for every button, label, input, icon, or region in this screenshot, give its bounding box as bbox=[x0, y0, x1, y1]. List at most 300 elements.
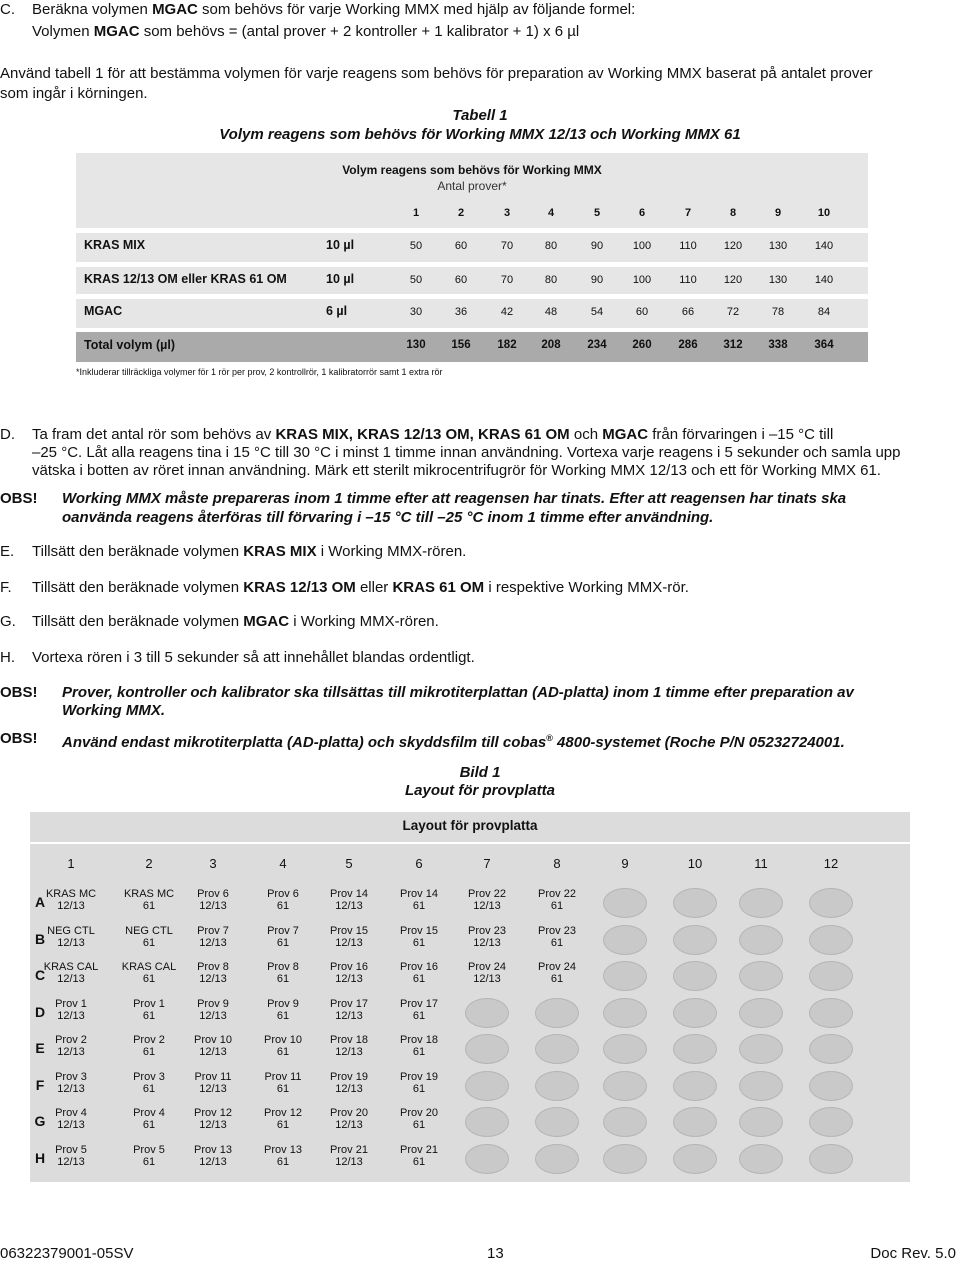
table1-row-unit: 10 µl bbox=[326, 272, 355, 286]
well-line-2: 12/13 bbox=[473, 973, 501, 985]
plate-well-label bbox=[36, 961, 106, 985]
plate-empty-well bbox=[809, 998, 853, 1028]
table1-cell: 208 bbox=[541, 339, 561, 351]
table1-cell: 80 bbox=[544, 274, 558, 286]
table1-row-label: Total volym (µl) bbox=[84, 338, 176, 352]
plate-well-label bbox=[384, 1107, 454, 1131]
well-line-1: Prov 5 bbox=[133, 1143, 165, 1156]
table1-cell: 364 bbox=[814, 339, 834, 351]
table1-cell: 84 bbox=[817, 306, 831, 318]
section-c-line-1: Beräkna volymen MGAC som behövs för varje Working MMX med hjälp av följande formel: bbox=[32, 1, 636, 18]
section-e-step-letter: E. bbox=[0, 543, 15, 560]
plate-well-label bbox=[248, 1144, 318, 1168]
obs1-line-1: Working MMX måste prepareras inom 1 timme efter att reagensen har tinats. Efter att reagensen har tinats ska bbox=[62, 490, 847, 507]
plate-empty-well bbox=[603, 1034, 647, 1064]
plate-well-label bbox=[36, 998, 106, 1022]
table1-cell: 72 bbox=[726, 306, 740, 318]
table1-cell: 260 bbox=[632, 339, 652, 351]
plate-empty-well bbox=[535, 998, 579, 1028]
plate-well-label bbox=[314, 998, 384, 1022]
well-line-1: Prov 17 bbox=[400, 997, 438, 1010]
well-line-2: 61 bbox=[276, 1082, 290, 1095]
table1-column-header: 9 bbox=[774, 207, 782, 219]
table1-cell: 110 bbox=[679, 274, 697, 286]
plate-empty-well bbox=[809, 888, 853, 918]
plate-empty-well bbox=[465, 1107, 509, 1137]
plate-well-label bbox=[36, 1144, 106, 1168]
plate-column-header: 3 bbox=[209, 856, 217, 871]
section-c-formula: Volymen MGAC som behövs = (antal prover + 2 kontroller + 1 kalibrator + 1) x 6 µl bbox=[32, 23, 580, 40]
table1-cell: 70 bbox=[500, 240, 514, 252]
plate-well-label bbox=[178, 961, 248, 985]
figure1-caption: Bild 1 bbox=[459, 764, 501, 781]
obs3-label: OBS! bbox=[0, 730, 38, 747]
well-line-2: 12/13 bbox=[199, 1082, 227, 1095]
table1-cell: 60 bbox=[454, 240, 468, 252]
well-line-1: Prov 13 bbox=[264, 1143, 302, 1156]
well-line-2: 12/13 bbox=[335, 1009, 363, 1022]
plate-empty-well bbox=[465, 998, 509, 1028]
table1-cell: 30 bbox=[409, 306, 423, 318]
well-line-1: Prov 24 bbox=[538, 961, 576, 973]
table1-cell: 100 bbox=[632, 274, 652, 286]
plate-row-label: A bbox=[34, 894, 46, 910]
well-line-1: Prov 20 bbox=[400, 1107, 438, 1119]
plate-empty-well bbox=[603, 1071, 647, 1101]
well-line-1: Prov 4 bbox=[55, 1107, 87, 1119]
plate-empty-well bbox=[673, 1107, 717, 1137]
well-line-2: 61 bbox=[142, 973, 156, 985]
well-line-2: 61 bbox=[276, 973, 290, 985]
plate-well-label bbox=[452, 961, 522, 985]
section-d-line-2: –25 °C. Låt alla reagens tina i 15 °C till 30 °C i minst 1 timme innan användning. Vortexa varje reagens i 5 sekunder och samla upp bbox=[32, 444, 901, 461]
plate-row-label: B bbox=[34, 930, 46, 947]
well-line-1: NEG CTL bbox=[125, 924, 173, 937]
table1-column-header: 10 bbox=[817, 207, 831, 219]
plate-well-label bbox=[384, 925, 454, 949]
plate-well-label bbox=[314, 1107, 384, 1131]
table1-cell: 54 bbox=[590, 306, 604, 318]
well-line-2: 12/13 bbox=[473, 936, 501, 949]
table1-subheader: Antal prover* bbox=[437, 179, 507, 193]
section-d-line-3: vätska i botten av röret innan användning. Märk ett sterilt mikrocentrifugrör för Working MMX 12/13 och ett för Working MMX 61. bbox=[32, 462, 881, 479]
obs2-line-1: Prover, kontroller och kalibrator ska tillsättas till mikrotiterplattan (AD-platta) inom 1 timme efter preparation av bbox=[62, 684, 854, 701]
well-line-1: Prov 7 bbox=[267, 924, 299, 937]
well-line-1: Prov 10 bbox=[264, 1034, 302, 1046]
well-line-1: Prov 3 bbox=[55, 1070, 87, 1083]
table1-row bbox=[76, 266, 868, 293]
well-line-2: 61 bbox=[550, 900, 564, 912]
plate-row-label: E bbox=[35, 1040, 45, 1056]
plate-well-label bbox=[114, 888, 184, 912]
plate-well-label bbox=[114, 1144, 184, 1168]
well-line-2: 12/13 bbox=[57, 1046, 85, 1058]
footer-page-number: 13 bbox=[487, 1245, 504, 1262]
plate-well-label bbox=[178, 1144, 248, 1168]
plate-well-label bbox=[178, 1107, 248, 1131]
well-line-1: Prov 22 bbox=[538, 888, 576, 900]
obs3-text: Använd endast mikrotiterplatta (AD-platta) och skyddsfilm till cobas® 4800-systemet (Roche P/N 05232724001. bbox=[62, 733, 845, 751]
plate-column-header: 11 bbox=[754, 856, 768, 871]
plate-well-label bbox=[248, 925, 318, 949]
well-line-1: Prov 4 bbox=[133, 1107, 165, 1119]
plate-column-header: 12 bbox=[823, 856, 839, 871]
well-line-2: 12/13 bbox=[57, 1155, 85, 1168]
plate-well-label bbox=[314, 888, 384, 912]
table1-cell: 338 bbox=[768, 339, 788, 351]
well-line-2: 12/13 bbox=[57, 973, 85, 985]
well-line-1: Prov 22 bbox=[468, 888, 506, 900]
plate-well-label bbox=[384, 1071, 454, 1095]
well-line-1: NEG CTL bbox=[47, 924, 95, 937]
table1-row-label: KRAS 12/13 OM eller KRAS 61 OM bbox=[84, 272, 287, 286]
plate-well-label bbox=[314, 961, 384, 985]
plate-empty-well bbox=[809, 1107, 853, 1137]
table1-cell: 312 bbox=[723, 339, 743, 351]
well-line-1: Prov 24 bbox=[468, 961, 506, 973]
table1-subtitle: Volym reagens som behövs för Working MMX 12/13 och Working MMX 61 bbox=[219, 126, 741, 143]
plate-well-label bbox=[248, 998, 318, 1022]
plate-well-label bbox=[384, 1034, 454, 1058]
table1-cell: 48 bbox=[544, 306, 558, 318]
plate-column-header: 8 bbox=[553, 856, 561, 871]
well-line-2: 61 bbox=[276, 936, 290, 949]
obs1-line-2: oanvända reagens återföras till förvaring i –15 °C till –25 °C inom 1 timme efter användning. bbox=[62, 509, 714, 526]
table1-column-header: 2 bbox=[457, 207, 465, 219]
well-line-1: Prov 14 bbox=[330, 888, 368, 900]
table1-row-unit: 10 µl bbox=[326, 238, 355, 252]
plate-empty-well bbox=[739, 961, 783, 991]
section-e-text: Tillsätt den beräknade volymen KRAS MIX i Working MMX-rören. bbox=[32, 543, 467, 560]
well-line-2: 61 bbox=[412, 936, 426, 949]
table1-cell: 110 bbox=[679, 240, 697, 252]
well-line-1: Prov 7 bbox=[197, 924, 229, 937]
well-line-2: 12/13 bbox=[335, 936, 363, 949]
plate-empty-well bbox=[739, 1107, 783, 1137]
well-line-1: KRAS CAL bbox=[43, 961, 99, 973]
table1-cell: 140 bbox=[814, 240, 834, 252]
plate-well-label bbox=[36, 888, 106, 912]
well-line-1: KRAS MC bbox=[45, 888, 97, 900]
table1-cell: 78 bbox=[771, 306, 785, 318]
well-line-1: Prov 14 bbox=[400, 888, 438, 900]
well-line-2: 12/13 bbox=[199, 973, 227, 985]
plate-row-label: D bbox=[34, 1003, 46, 1020]
table1-cell: 50 bbox=[409, 240, 423, 252]
section-c-step-letter: C. bbox=[0, 1, 15, 18]
table1-cell: 60 bbox=[454, 274, 468, 286]
well-line-2: 12/13 bbox=[335, 1046, 363, 1058]
table1-cell: 80 bbox=[544, 240, 558, 252]
table1-row-unit: 6 µl bbox=[326, 304, 348, 318]
well-line-2: 61 bbox=[550, 973, 564, 985]
table1-header: Volym reagens som behövs för Working MMX bbox=[342, 163, 602, 177]
plate-panel-title: Layout för provplatta bbox=[402, 818, 538, 833]
well-line-1: Prov 6 bbox=[267, 888, 299, 900]
well-line-2: 12/13 bbox=[199, 1009, 227, 1022]
plate-empty-well bbox=[739, 888, 783, 918]
plate-empty-well bbox=[673, 1071, 717, 1101]
plate-empty-well bbox=[603, 888, 647, 918]
well-line-2: 61 bbox=[412, 1046, 426, 1058]
well-line-1: Prov 15 bbox=[400, 924, 438, 937]
section-h-step-letter: H. bbox=[0, 649, 15, 666]
well-line-1: Prov 17 bbox=[330, 997, 368, 1010]
plate-well-label bbox=[36, 925, 106, 949]
well-line-2: 12/13 bbox=[57, 900, 85, 912]
well-line-2: 61 bbox=[142, 936, 156, 949]
plate-well-label bbox=[178, 888, 248, 912]
well-line-2: 61 bbox=[142, 900, 156, 912]
table1-column-header: 8 bbox=[729, 207, 737, 219]
well-line-2: 12/13 bbox=[199, 900, 227, 912]
plate-well-label bbox=[452, 888, 522, 912]
plate-empty-well bbox=[673, 888, 717, 918]
table1-cell: 90 bbox=[590, 274, 604, 286]
plate-empty-well bbox=[809, 961, 853, 991]
plate-well-label bbox=[522, 925, 592, 949]
plate-well-label bbox=[36, 1071, 106, 1095]
table1-cell: 234 bbox=[587, 339, 607, 351]
plate-empty-well bbox=[673, 961, 717, 991]
well-line-1: Prov 16 bbox=[330, 961, 368, 973]
plate-empty-well bbox=[739, 1034, 783, 1064]
table1-cell: 90 bbox=[590, 240, 604, 252]
well-line-2: 61 bbox=[412, 1119, 426, 1131]
well-line-2: 61 bbox=[412, 1082, 426, 1095]
section-d-step-letter: D. bbox=[0, 426, 15, 443]
plate-well-label bbox=[248, 1034, 318, 1058]
plate-well-label bbox=[114, 998, 184, 1022]
plate-empty-well bbox=[809, 925, 853, 955]
plate-well-label bbox=[248, 961, 318, 985]
well-line-1: Prov 11 bbox=[264, 1070, 302, 1083]
plate-well-label bbox=[384, 998, 454, 1022]
plate-empty-well bbox=[535, 1071, 579, 1101]
plate-row-label: G bbox=[34, 1113, 46, 1129]
table1-footnote: *Inkluderar tillräckliga volymer för 1 rör per prov, 2 kontrollrör, 1 kalibratorrör samt 1 extra rör bbox=[76, 367, 443, 377]
table1-row bbox=[76, 332, 868, 362]
plate-empty-well bbox=[673, 1034, 717, 1064]
table1-column-header: 3 bbox=[503, 207, 511, 219]
well-line-2: 12/13 bbox=[199, 1155, 227, 1168]
plate-well-label bbox=[314, 925, 384, 949]
plate-layout bbox=[30, 812, 910, 1182]
plate-divider bbox=[30, 842, 910, 844]
well-line-2: 61 bbox=[412, 973, 426, 985]
plate-well-label bbox=[178, 998, 248, 1022]
table1-cell: 140 bbox=[814, 274, 834, 286]
plate-column-header: 4 bbox=[279, 856, 287, 871]
plate-well-label bbox=[178, 925, 248, 949]
table1-cell: 100 bbox=[632, 240, 652, 252]
section-d-line-1: Ta fram det antal rör som behövs av KRAS MIX, KRAS 12/13 OM, KRAS 61 OM och MGAC från förvaringen i –15 °C till bbox=[32, 426, 834, 443]
plate-empty-well bbox=[809, 1144, 853, 1174]
plate-column-header: 7 bbox=[483, 856, 491, 871]
well-line-2: 61 bbox=[142, 1009, 156, 1022]
plate-column-header: 9 bbox=[621, 856, 629, 871]
obs1-label: OBS! bbox=[0, 490, 38, 507]
plate-well-label bbox=[36, 1107, 106, 1131]
well-line-1: Prov 18 bbox=[330, 1034, 368, 1046]
plate-column-header: 5 bbox=[345, 856, 353, 871]
plate-empty-well bbox=[739, 998, 783, 1028]
well-line-2: 12/13 bbox=[57, 1082, 85, 1095]
plate-empty-well bbox=[603, 961, 647, 991]
plate-empty-well bbox=[603, 998, 647, 1028]
plate-well-label bbox=[314, 1071, 384, 1095]
well-line-1: KRAS MC bbox=[123, 888, 175, 900]
table1-cell: 66 bbox=[681, 306, 695, 318]
plate-empty-well bbox=[673, 1144, 717, 1174]
plate-empty-well bbox=[465, 1071, 509, 1101]
well-line-1: Prov 1 bbox=[133, 997, 165, 1010]
well-line-1: Prov 23 bbox=[468, 924, 506, 937]
well-line-1: Prov 23 bbox=[538, 924, 576, 937]
table1-column-header: 4 bbox=[547, 207, 555, 219]
well-line-2: 12/13 bbox=[335, 973, 363, 985]
well-line-1: Prov 2 bbox=[55, 1034, 87, 1046]
table1-row bbox=[76, 298, 868, 325]
well-line-1: Prov 13 bbox=[194, 1143, 232, 1156]
plate-well-label bbox=[114, 1071, 184, 1095]
obs2-label: OBS! bbox=[0, 684, 38, 701]
table1-column-header: 7 bbox=[684, 207, 692, 219]
well-line-2: 61 bbox=[412, 900, 426, 912]
plate-well-label bbox=[384, 888, 454, 912]
table1-cell: 42 bbox=[500, 306, 514, 318]
well-line-2: 12/13 bbox=[335, 1082, 363, 1095]
well-line-1: Prov 19 bbox=[400, 1070, 438, 1083]
plate-empty-well bbox=[535, 1144, 579, 1174]
well-line-2: 12/13 bbox=[199, 1046, 227, 1058]
well-line-2: 61 bbox=[550, 936, 564, 949]
plate-well-label bbox=[114, 1107, 184, 1131]
well-line-1: Prov 16 bbox=[400, 961, 438, 973]
plate-column-header: 6 bbox=[415, 856, 423, 871]
plate-empty-well bbox=[739, 1071, 783, 1101]
plate-well-label bbox=[114, 1034, 184, 1058]
plate-well-label bbox=[248, 888, 318, 912]
plate-well-label bbox=[248, 1107, 318, 1131]
well-line-2: 61 bbox=[276, 1119, 290, 1131]
plate-empty-well bbox=[535, 1107, 579, 1137]
table1-cell: 120 bbox=[723, 274, 743, 286]
section-g-step-letter: G. bbox=[0, 613, 16, 630]
plate-well-label bbox=[384, 961, 454, 985]
footer-revision: Doc Rev. 5.0 bbox=[870, 1245, 956, 1262]
well-line-1: Prov 6 bbox=[197, 888, 229, 900]
well-line-2: 61 bbox=[142, 1119, 156, 1131]
table1-column-header: 1 bbox=[412, 207, 420, 219]
plate-well-label bbox=[114, 961, 184, 985]
section-c-paragraph-line-2: som ingår i körningen. bbox=[0, 85, 148, 102]
table1-row bbox=[76, 232, 868, 259]
table1-row-label: MGAC bbox=[84, 304, 123, 318]
plate-empty-well bbox=[739, 1144, 783, 1174]
section-h-text: Vortexa rören i 3 till 5 sekunder så att innehållet blandas ordentligt. bbox=[32, 649, 475, 666]
plate-well-label bbox=[314, 1144, 384, 1168]
well-line-2: 61 bbox=[276, 900, 290, 912]
well-line-2: 12/13 bbox=[335, 1119, 363, 1131]
well-line-1: Prov 15 bbox=[330, 924, 368, 937]
well-line-1: Prov 5 bbox=[55, 1143, 87, 1156]
well-line-1: Prov 12 bbox=[194, 1107, 232, 1119]
table1-cell: 50 bbox=[409, 274, 423, 286]
well-line-2: 61 bbox=[276, 1155, 290, 1168]
plate-well-label bbox=[114, 925, 184, 949]
obs2-line-2: Working MMX. bbox=[62, 702, 166, 719]
well-line-1: Prov 19 bbox=[330, 1070, 368, 1083]
table1-cell: 130 bbox=[768, 240, 788, 252]
plate-well-label bbox=[314, 1034, 384, 1058]
well-line-1: Prov 18 bbox=[400, 1034, 438, 1046]
well-line-1: Prov 21 bbox=[330, 1143, 368, 1156]
well-line-2: 12/13 bbox=[335, 1155, 363, 1168]
well-line-1: Prov 9 bbox=[197, 997, 229, 1010]
plate-column-header: 2 bbox=[145, 856, 153, 871]
table1-row-label: KRAS MIX bbox=[84, 238, 146, 252]
table1-cell: 120 bbox=[723, 240, 743, 252]
table1-caption: Tabell 1 bbox=[452, 107, 508, 124]
section-c-paragraph-line-1: Använd tabell 1 för att bestämma volymen för varje reagens som behövs för preparation av Working MMX baserat på antalet prover bbox=[0, 65, 873, 82]
well-line-1: Prov 12 bbox=[264, 1107, 302, 1119]
plate-row-label: C bbox=[34, 967, 46, 983]
footer-doc-number: 06322379001-05SV bbox=[0, 1245, 134, 1262]
well-line-2: 61 bbox=[276, 1046, 290, 1058]
plate-row-label: H bbox=[34, 1149, 46, 1166]
well-line-2: 12/13 bbox=[335, 900, 363, 912]
well-line-1: Prov 2 bbox=[133, 1034, 165, 1046]
plate-empty-well bbox=[603, 1107, 647, 1137]
well-line-1: Prov 20 bbox=[330, 1107, 368, 1119]
plate-column-header: 1 bbox=[67, 856, 75, 871]
table1-cell: 60 bbox=[635, 306, 649, 318]
plate-empty-well bbox=[603, 1144, 647, 1174]
well-line-2: 61 bbox=[142, 1155, 156, 1168]
plate-well-label bbox=[248, 1071, 318, 1095]
table1-cell: 70 bbox=[500, 274, 514, 286]
plate-well-label bbox=[522, 888, 592, 912]
table1-cell: 130 bbox=[406, 339, 426, 351]
well-line-1: KRAS CAL bbox=[121, 961, 177, 973]
well-line-1: Prov 21 bbox=[400, 1143, 438, 1156]
plate-empty-well bbox=[739, 925, 783, 955]
well-line-1: Prov 8 bbox=[267, 961, 299, 973]
well-line-2: 12/13 bbox=[473, 900, 501, 912]
plate-well-label bbox=[522, 961, 592, 985]
plate-well-label bbox=[178, 1034, 248, 1058]
plate-empty-well bbox=[809, 1071, 853, 1101]
plate-well-label bbox=[178, 1071, 248, 1095]
table1 bbox=[76, 153, 868, 362]
plate-column-header: 10 bbox=[687, 856, 703, 871]
table1-cell: 36 bbox=[454, 306, 468, 318]
plate-empty-well bbox=[673, 925, 717, 955]
section-f-text: Tillsätt den beräknade volymen KRAS 12/13 OM eller KRAS 61 OM i respektive Working MMX-rör. bbox=[32, 579, 689, 596]
well-line-1: Prov 1 bbox=[55, 997, 87, 1010]
plate-empty-well bbox=[603, 925, 647, 955]
table1-column-header: 5 bbox=[593, 207, 601, 219]
well-line-1: Prov 10 bbox=[194, 1034, 232, 1046]
table1-cell: 182 bbox=[497, 339, 517, 351]
well-line-2: 12/13 bbox=[199, 1119, 227, 1131]
plate-empty-well bbox=[465, 1034, 509, 1064]
plate-row-label: F bbox=[35, 1076, 45, 1093]
plate-empty-well bbox=[465, 1144, 509, 1174]
well-line-2: 61 bbox=[276, 1009, 290, 1022]
table1-column-header: 6 bbox=[638, 207, 646, 219]
